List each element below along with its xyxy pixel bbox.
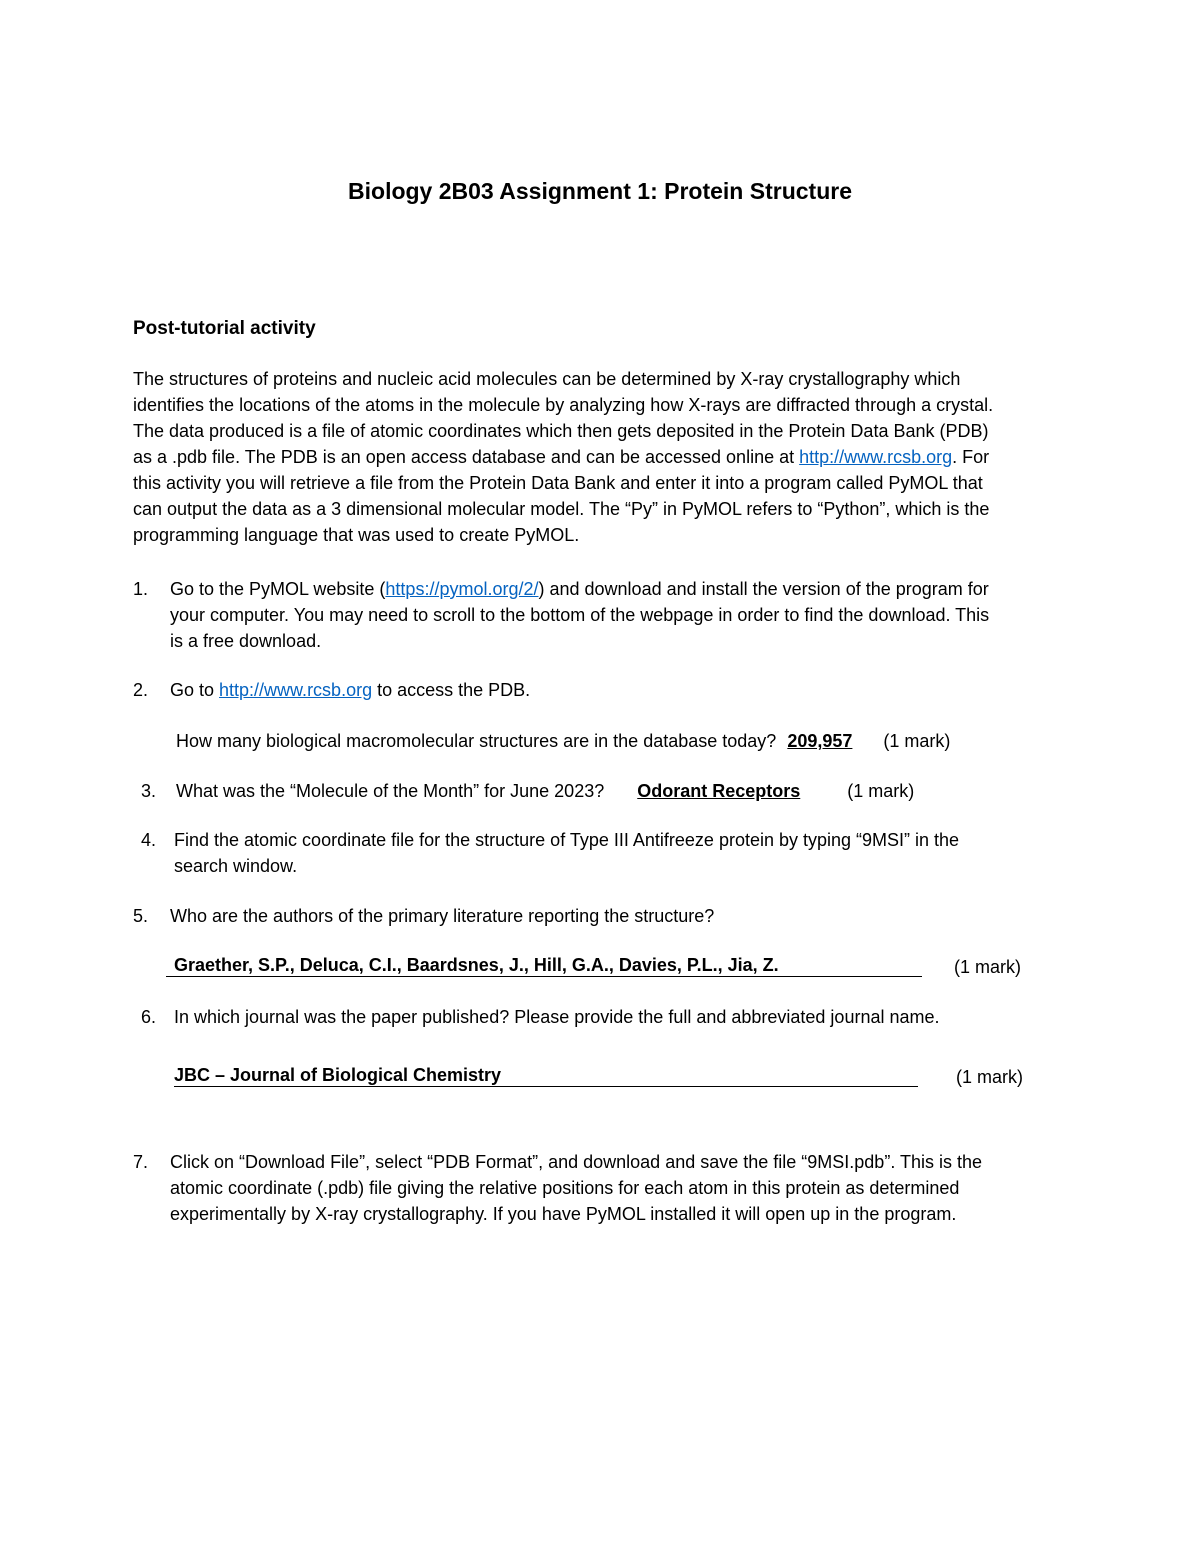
mark-label: (1 mark) bbox=[956, 1067, 1023, 1087]
rcsb-link[interactable]: http://www.rcsb.org bbox=[219, 680, 373, 700]
item-line: Click on “Download File”, select “PDB Format”, and download and save the file “9MSI.pdb”. This is the bbox=[170, 1152, 983, 1172]
item-number: 5. bbox=[133, 906, 149, 926]
rcsb-link[interactable]: http://www.rcsb.org bbox=[799, 447, 953, 467]
item-number: 3. bbox=[141, 781, 157, 801]
question-line: Who are the authors of the primary literature reporting the structure? bbox=[170, 906, 715, 926]
item-number: 7. bbox=[133, 1152, 149, 1172]
item-line: your computer. You may need to scroll to the bottom of the webpage in order to find the download. This bbox=[170, 605, 990, 625]
item-text: Go to the PyMOL website ( bbox=[170, 579, 386, 599]
question-text: What was the “Molecule of the Month” for June 2023? bbox=[176, 781, 605, 801]
item-line: atomic coordinate (.pdb) file giving the relative positions for each atom in this protein as determined bbox=[170, 1178, 960, 1198]
item-number: 2. bbox=[133, 680, 149, 700]
item-text: Go to bbox=[170, 680, 220, 700]
item-line: search window. bbox=[174, 856, 298, 876]
section-heading: Post-tutorial activity bbox=[133, 318, 316, 339]
answer-molecule-of-month: Odorant Receptors bbox=[637, 781, 801, 801]
intro-text: . For bbox=[952, 447, 990, 467]
item-line bbox=[170, 576, 989, 602]
item-line bbox=[170, 677, 530, 703]
intro-text: as a .pdb file. The PDB is an open access database and can be accessed online at bbox=[133, 447, 800, 467]
intro-line: identifies the locations of the atoms in the molecule by analyzing how X-rays are diffracted through a crystal. bbox=[133, 395, 994, 415]
item-number: 1. bbox=[133, 579, 149, 599]
answer-authors: Graether, S.P., Deluca, C.I., Baardsnes, J., Hill, G.A., Davies, P.L., Jia, Z. bbox=[174, 955, 779, 975]
question-line bbox=[176, 728, 950, 754]
intro-line bbox=[133, 444, 989, 470]
answer-line bbox=[166, 954, 922, 977]
item-text: to access the PDB. bbox=[372, 680, 531, 700]
item-number: 6. bbox=[141, 1007, 157, 1027]
answer-line bbox=[174, 1064, 918, 1087]
answer-journal: JBC – Journal of Biological Chemistry bbox=[174, 1065, 502, 1085]
question-line bbox=[176, 778, 914, 804]
intro-line: The data produced is a file of atomic coordinates which then gets deposited in the Protein Data Bank (PDB) bbox=[133, 421, 989, 441]
intro-line: this activity you will retrieve a file from the Protein Data Bank and enter it into a program called PyMOL that bbox=[133, 473, 983, 493]
mark-label: (1 mark) bbox=[954, 957, 1021, 977]
mark-label: (1 mark) bbox=[883, 731, 951, 751]
item-line: experimentally by X-ray crystallography. If you have PyMOL installed it will open up in the program. bbox=[170, 1204, 957, 1224]
intro-line: can output the data as a 3 dimensional molecular model. The “Py” in PyMOL refers to “Python”, which is the bbox=[133, 499, 990, 519]
intro-line: The structures of proteins and nucleic acid molecules can be determined by X-ray crystallography which bbox=[133, 369, 961, 389]
answer-structures-count: 209,957 bbox=[787, 731, 853, 751]
document-title: Biology 2B03 Assignment 1: Protein Structure bbox=[348, 178, 852, 204]
item-line: is a free download. bbox=[170, 631, 322, 651]
item-number: 4. bbox=[141, 830, 157, 850]
item-line: Find the atomic coordinate file for the structure of Type III Antifreeze protein by typing “9MSI” in the bbox=[174, 830, 960, 850]
question-line: In which journal was the paper published? Please provide the full and abbreviated journal name. bbox=[174, 1007, 940, 1027]
question-text: How many biological macromolecular structures are in the database today? bbox=[176, 731, 777, 751]
item-text: ) and download and install the version of the program for bbox=[538, 579, 989, 599]
mark-label: (1 mark) bbox=[847, 781, 915, 801]
intro-line: programming language that was used to create PyMOL. bbox=[133, 525, 580, 545]
pymol-link[interactable]: https://pymol.org/2/ bbox=[385, 579, 539, 599]
